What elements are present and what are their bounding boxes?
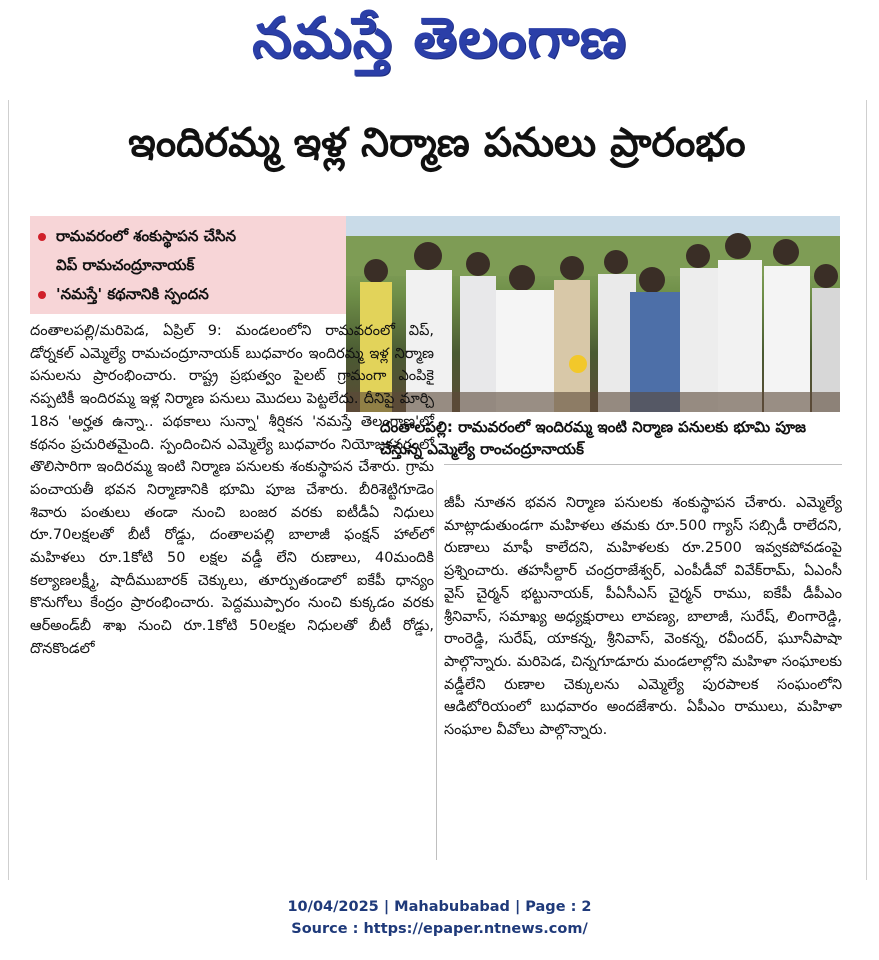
column-divider	[436, 480, 437, 860]
article-body-left: దంతాలపల్లి/మరిపెడ, ఏప్రిల్ 9: మండలంలోని రామవరంలో విప్, డోర్నకల్ ఎమ్మెల్యే రామచంద్రూనాయక్ బుధవారం ఇందిరమ్మ ఇళ్ల నిర్మాణ పనులను ప్రారంభించారు. రాష్ట్ర ప్రభుత్వం పైలట్ గ్రామంగా ఎంపికై నప్పటికీ ఇందిరమ్మ ఇళ్ల నిర్మాణ పనులు మొదలు పెట్టలేదు. దీనిపై మార్చి 18న 'అర్హత ఉన్నా.. పథకాలు సున్నా' శీర్షికన 'నమస్తే తెలంగాణ'లో కథనం ప్రచురితమైంది. స్పందించిన ఎమ్మెల్యే బుధవారం నియోజకవర్గంలో తొలిసారిగా ఇందిరమ్మ ఇంటి నిర్మాణ పనులకు శంకుస్థాపన చేశారు. గ్రామ పంచాయతీ భవన నిర్మాణానికి భూమి పూజ చేశారు. బీరిశెట్టిగూడెం శివారు పంతులు తండా నుంచి బంజర వరకు ఐటీడీఏ నిధులు రూ.70లక్షలతో బీటీ రోడ్డు, దంతాలపల్లి బాలాజీ ఫంక్షన్ హాల్‌లో మహిళలు రూ.1కోటి 50 లక్షల వడ్డీ లేని రుణాలు, 40మందికి కల్యాణలక్ష్మీ, షాదీముబారక్ చెక్కులు, తూర్పుతండాలో ఐకేపీ ధాన్యం కొనుగోలు కేంద్రం ప్రారంభించారు. పెద్దముప్పారం నుంచి కుక్కడం వరకు ఆర్అండ్‌బీ శాఖ నుంచి రూ.1కోటి 50లక్షల నిధులతో బీటీ రోడ్డు, దొనకొండలో	[30, 323, 434, 657]
news-clipping	[8, 100, 866, 880]
article-body-right: జీపీ నూతన భవన నిర్మాణ పనులకు శంకుస్థాపన చేశారు. ఎమ్మెల్యే మాట్లాడుతుండగా మహిళలు తమకు రూ.500 గ్యాస్ సబ్సిడీ రాలేదని, రుణాలు మాఫీ కాలేదని, మహిళలకు రూ.2500 ఇవ్వకపోవడంపై ప్రశ్నించారు. తహసీల్దార్ చంద్రరాజేశ్వర్, ఎంపీడీవో వివేక్‌రామ్, ఏఎంసీ వైస్ చైర్మన్ భట్టునాయక్, పీఏసీఎస్ చైర్మన్ రాము, ఐకేపీ డీపీఎం శ్రీనివాస్, సమాఖ్య అధ్యక్షురాలు లావణ్య, బాలాజీ, సురేష్, లింగారెడ్డి, రాంరెడ్డి, సురేష్, యాకన్న, శ్రీనివాస్, వెంకన్న, రవీందర్, ఘూనీపాషా పాల్గొన్నారు. మరిపెడ, చిన్నగూడూరు మండలాల్లోని మహిళా సంఘాలకు వడ్డీలేని రుణాల చెక్కులను ఎమ్మెల్యే పురపాలక సంఘంలోని ఆడిటోరియంలో బుధవారం అందజేశారు. ఏపీఎం రాములు, మహిళా సంఘాల వీవోలు పాల్గొన్నారు.	[444, 495, 842, 739]
highlight-item	[38, 280, 338, 309]
masthead	[0, 0, 879, 90]
page-footer	[0, 896, 879, 940]
red-dot-icon	[38, 291, 46, 299]
highlights-box	[30, 216, 346, 314]
footer-source: Source : https://epaper.ntnews.com/	[291, 921, 588, 937]
red-dot-icon	[38, 233, 46, 241]
clip-border	[866, 100, 867, 880]
footer-date-edition: 10/04/2025 | Mahabubabad | Page : 2	[287, 899, 592, 915]
highlight-item	[38, 222, 338, 251]
photo-caption: దంతాలపల్లి: రామవరంలో ఇందిరమ్మ ఇంటి నిర్మాణ పనులకు భూమి పూజ చేస్తున్న ఎమ్మెల్యే రాంచంద్రూనాయక్	[380, 418, 806, 458]
highlight-text: 'నమస్తే' కథనానికి స్పందన	[56, 285, 209, 303]
highlight-item	[38, 251, 338, 280]
article-headline: ఇందిరమ్మ ఇళ్ల నిర్మాణ పనులు ప్రారంభం	[128, 120, 746, 166]
masthead-logo: నమస్తే తెలంగాణ	[252, 5, 627, 71]
highlight-text: విప్ రామచంద్రూనాయక్	[56, 256, 195, 274]
caption-rule	[444, 464, 842, 465]
highlight-text: రామవరంలో శంకుస్థాపన చేసిన	[56, 227, 237, 245]
